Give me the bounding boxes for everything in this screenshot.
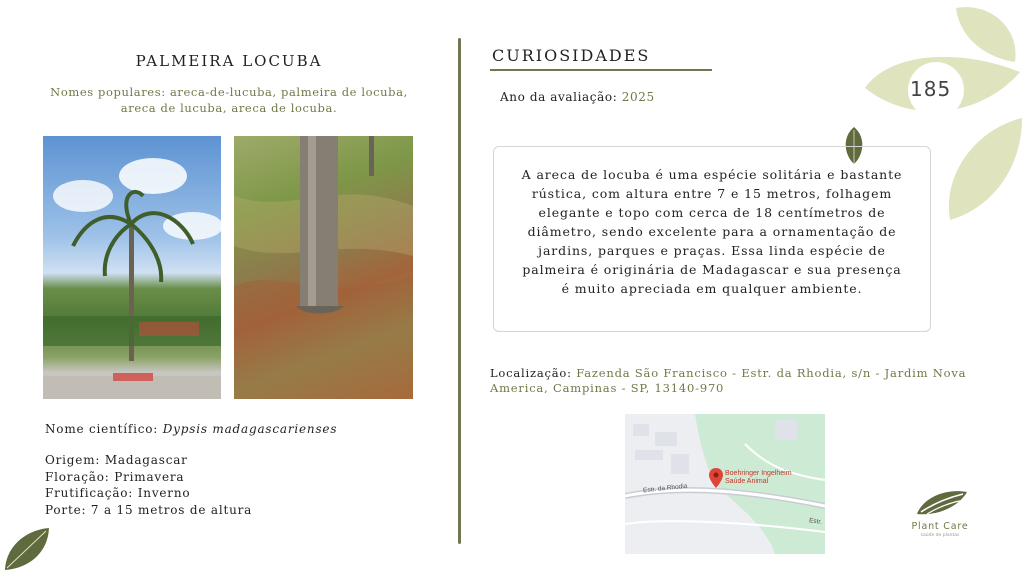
map-place-label [725,470,792,486]
map-pin-icon [709,468,723,488]
logo-name: Plant Care [911,521,969,532]
evaluation-year-value: 2025 [621,90,655,104]
logo-tagline: saúde de plantas [920,533,960,538]
evaluation-year-label: Ano da avaliação: [500,90,622,104]
curiosities-title: CURIOSIDADES [492,46,651,65]
page-number: 185 [910,77,952,101]
map-road-label-2: Estr. [808,517,823,526]
plant-title: PALMEIRA LOCUBA [135,52,323,70]
description-box [493,146,931,332]
location-label: Localização: [490,366,577,380]
plant-care-logo-icon [915,488,969,518]
popular-names [30,84,428,116]
evaluation-year [500,90,655,104]
decorative-leaf-bottom-left [2,526,52,572]
location [490,366,990,396]
location-value: Fazenda São Francisco - Estr. da Rhodia, s/n - Jardim Nova America, Campinas - SP, 13140-970 [490,366,967,395]
palm-tree-photo [43,136,221,399]
map-place-line2: Saúde Animal [725,478,769,485]
leaf-shape [949,118,1022,220]
plant-facts [45,452,252,518]
scientific-name [45,422,337,436]
map-road-label: Estr. da Rhodia [642,482,688,495]
map-place-line1: Boehringer Ingelheim [725,470,792,477]
palm-trunk-photo [234,136,413,399]
scientific-name-value: Dypsis madagascarienses [162,422,338,436]
origin-text: Origem: Madagascar [45,453,188,467]
leaf-shape [956,7,1016,62]
popular-names-value-line2: areca de lucuba, areca de locuba. [120,101,338,115]
scientific-name-label: Nome científico: [45,422,163,436]
description-text: A areca de locuba é uma espécie solitária e bastante rústica, com altura entre 7 e 15 metros, folhagem elegante e topo com cerca de 18 centímetros de diâmetro, sendo excelente para a ornamentação de jardins, parques e praças. Essa linda espécie de palmeira é originária de Madagascar e sua presença é muito apreciada em qualquer ambiente. [521,167,903,296]
column-divider [458,38,461,544]
curiosities-underline [490,69,712,71]
flowering-text: Floração: Primavera [45,469,185,484]
fruiting-text: Frutificação: Inverno [45,486,191,500]
popular-names-value: areca-de-lucuba, palmeira de locuba, [165,85,408,99]
location-map[interactable] [625,414,825,554]
size-text: Porte: 7 a 15 metros de altura [45,502,253,517]
popular-names-label: Nomes populares: [50,85,166,99]
